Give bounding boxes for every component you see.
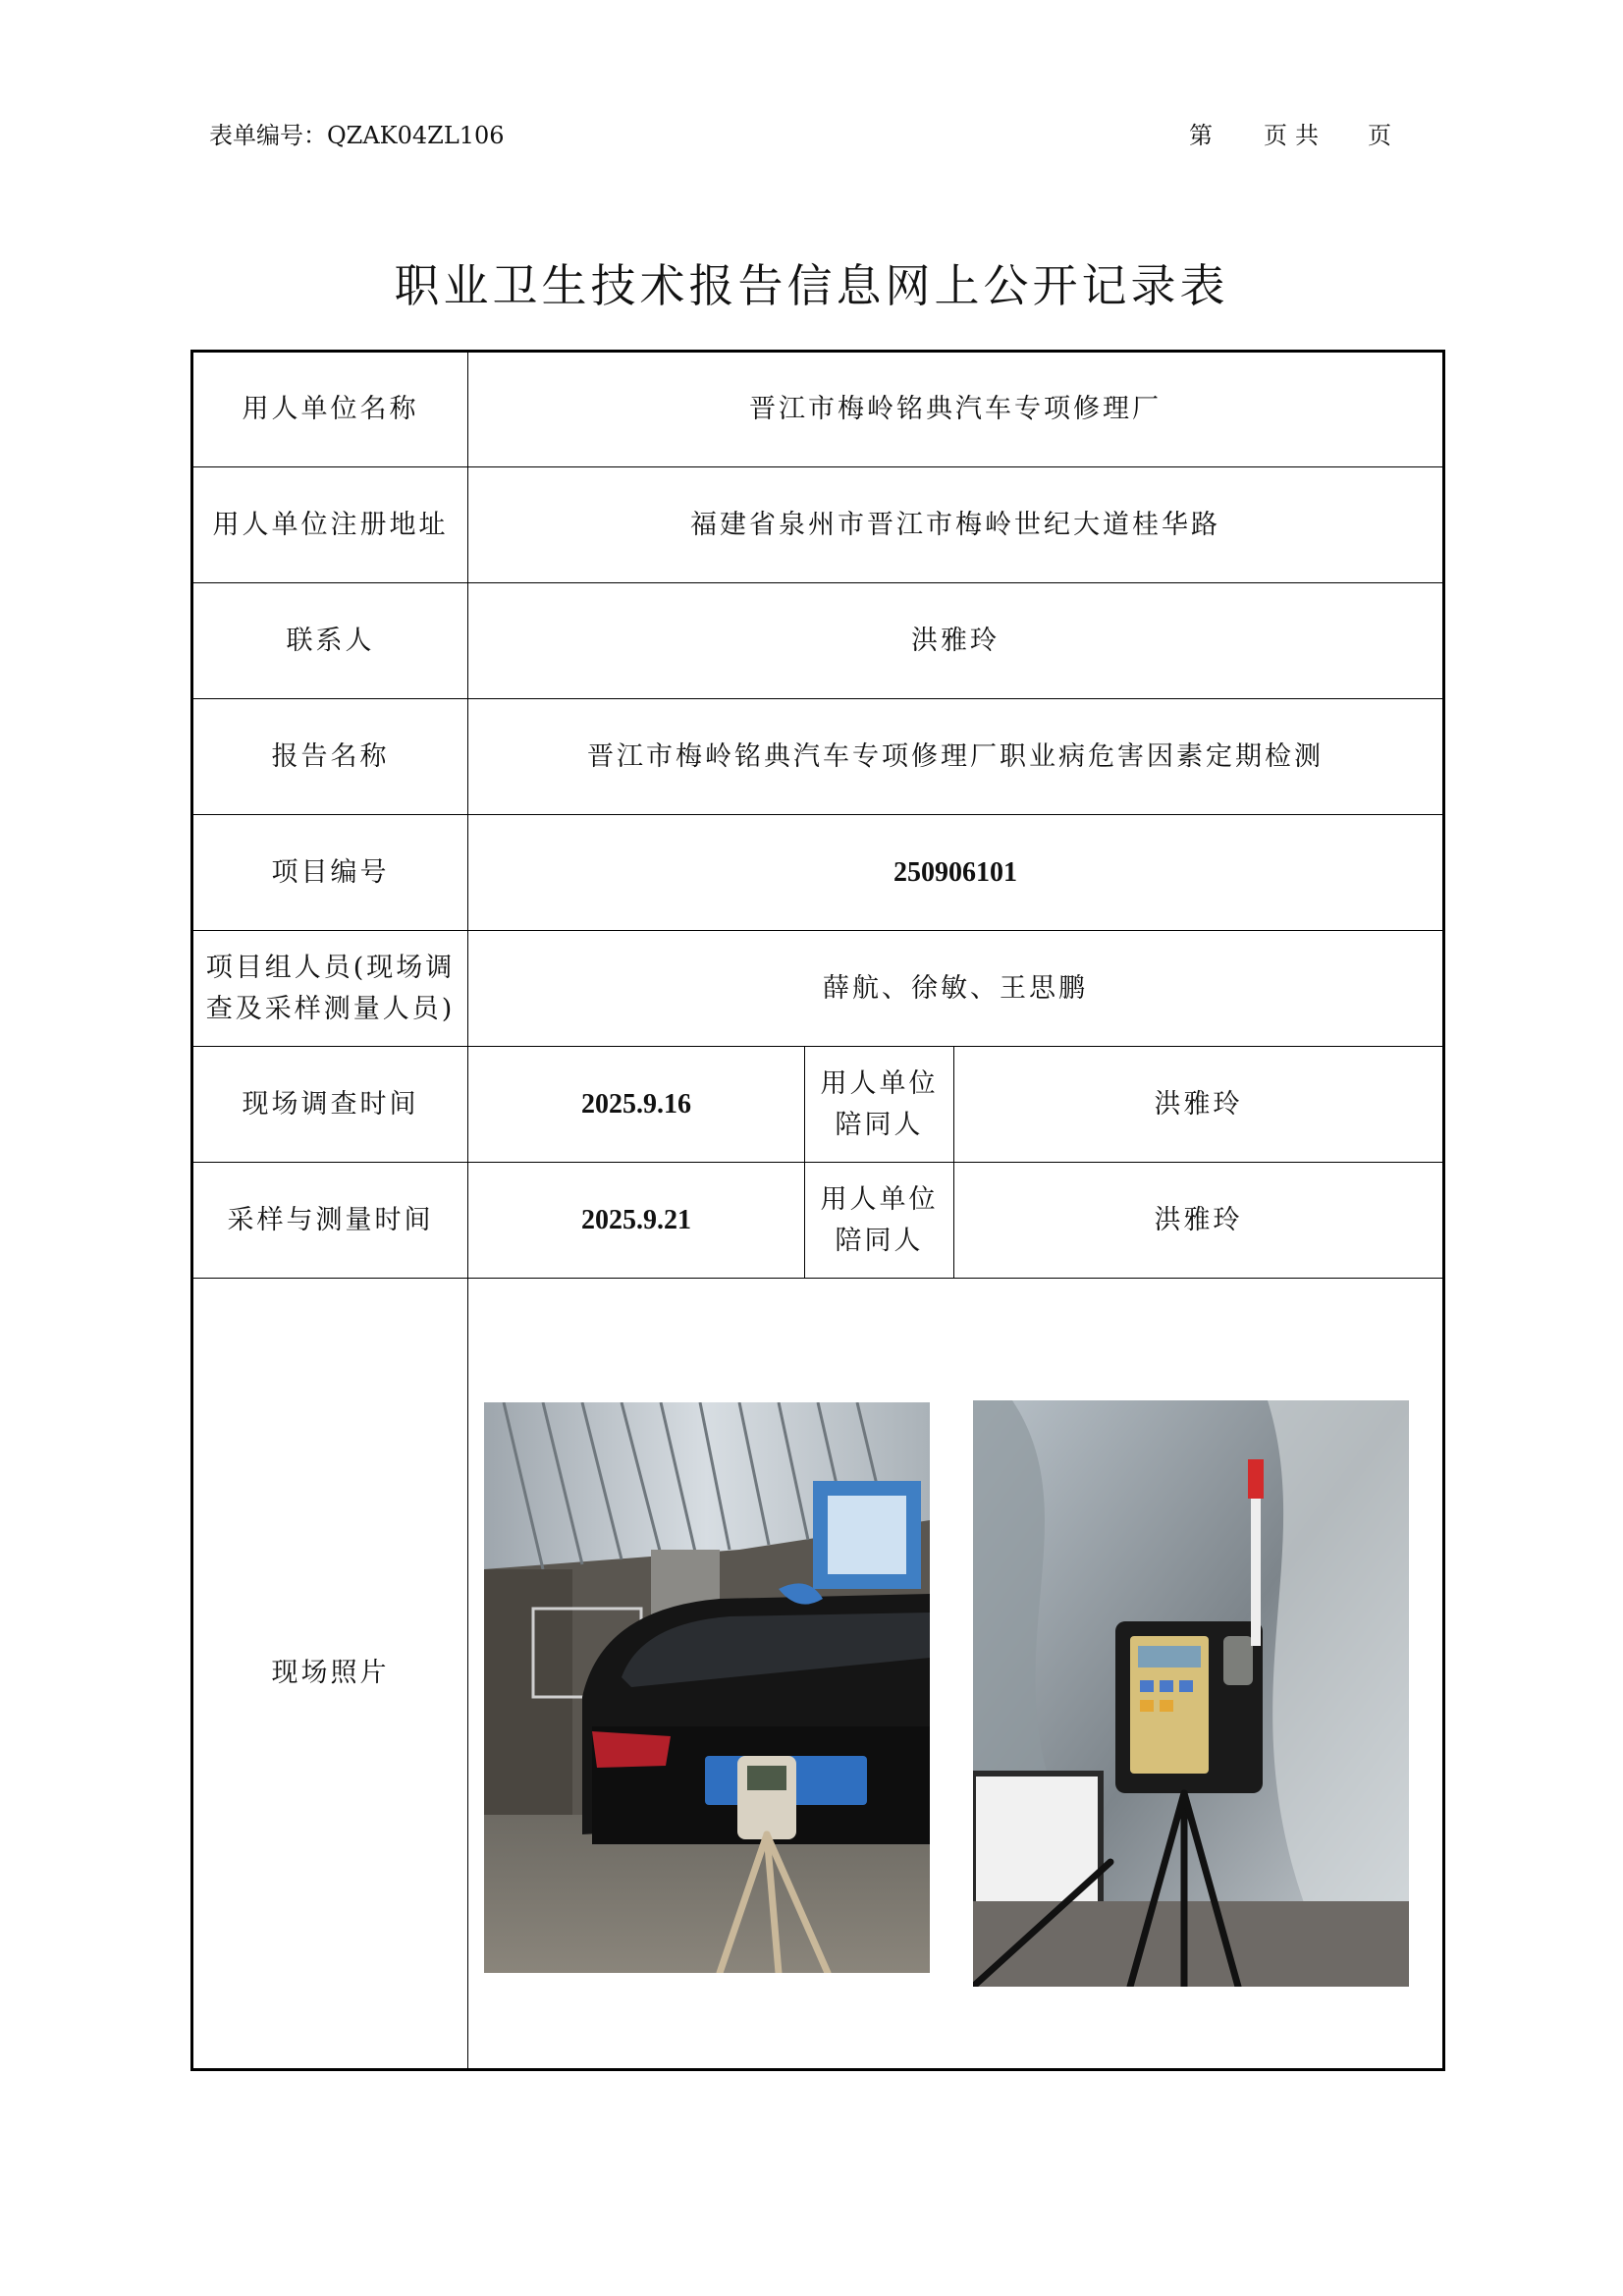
page-di: 第: [1189, 122, 1213, 149]
page-title: 职业卫生技术报告信息网上公开记录表: [394, 259, 1229, 312]
survey-escort-label-line2: 陪同人: [835, 1109, 924, 1140]
form-number-label: 表单编号：: [209, 122, 327, 149]
contact-label: 联系人: [192, 583, 468, 699]
survey-label: 现场调查时间: [192, 1047, 468, 1163]
team-value: 薛航、徐敏、王思鹏: [468, 931, 1444, 1047]
survey-escort-label: [805, 1047, 954, 1163]
record-table: [190, 350, 1445, 2071]
row-team: [192, 931, 1444, 1047]
team-label-line2: 查及采样测量人员): [205, 993, 456, 1024]
address-value: 福建省泉州市晋江市梅岭世纪大道桂华路: [468, 467, 1444, 583]
survey-escort-label-line1: 用人单位: [820, 1067, 939, 1099]
project-no-label: 项目编号: [192, 815, 468, 931]
photos-label: 现场照片: [192, 1279, 468, 2070]
row-company-name: [192, 352, 1444, 467]
row-sampling: [192, 1163, 1444, 1279]
page-counter: [1189, 116, 1391, 150]
project-no-value: 250906101: [468, 815, 1444, 931]
row-contact: [192, 583, 1444, 699]
page-ye: 页: [1368, 122, 1391, 149]
sampling-escort: 洪雅玲: [954, 1163, 1444, 1279]
sampling-escort-label: [805, 1163, 954, 1279]
sampling-date: 2025.9.21: [468, 1163, 805, 1279]
page-ye-gong: 页共: [1264, 122, 1326, 149]
sampling-escort-label-line1: 用人单位: [820, 1183, 939, 1215]
row-address: [192, 467, 1444, 583]
row-photos: [192, 1279, 1444, 2070]
address-label: 用人单位注册地址: [192, 467, 468, 583]
form-number: [209, 116, 505, 150]
company-name-label: 用人单位名称: [192, 352, 468, 467]
row-report-name: [192, 699, 1444, 815]
survey-escort: 洪雅玲: [954, 1047, 1444, 1163]
row-project-no: [192, 815, 1444, 931]
survey-date: 2025.9.16: [468, 1047, 805, 1163]
team-label-line1: 项目组人员(现场调: [205, 952, 456, 983]
contact-value: 洪雅玲: [468, 583, 1444, 699]
form-number-value: QZAK04ZL106: [327, 122, 505, 149]
photos-cell: [468, 1279, 1444, 2070]
row-survey: [192, 1047, 1444, 1163]
report-name-label: 报告名称: [192, 699, 468, 815]
sampling-escort-label-line2: 陪同人: [835, 1225, 924, 1256]
sampling-label: 采样与测量时间: [192, 1163, 468, 1279]
team-label: [192, 931, 468, 1047]
report-name-value: 晋江市梅岭铭典汽车专项修理厂职业病危害因素定期检测: [468, 699, 1444, 815]
site-photo-car: [484, 1402, 930, 1973]
site-photo-sampler: [973, 1400, 1409, 1987]
company-name-value: 晋江市梅岭铭典汽车专项修理厂: [468, 352, 1444, 467]
